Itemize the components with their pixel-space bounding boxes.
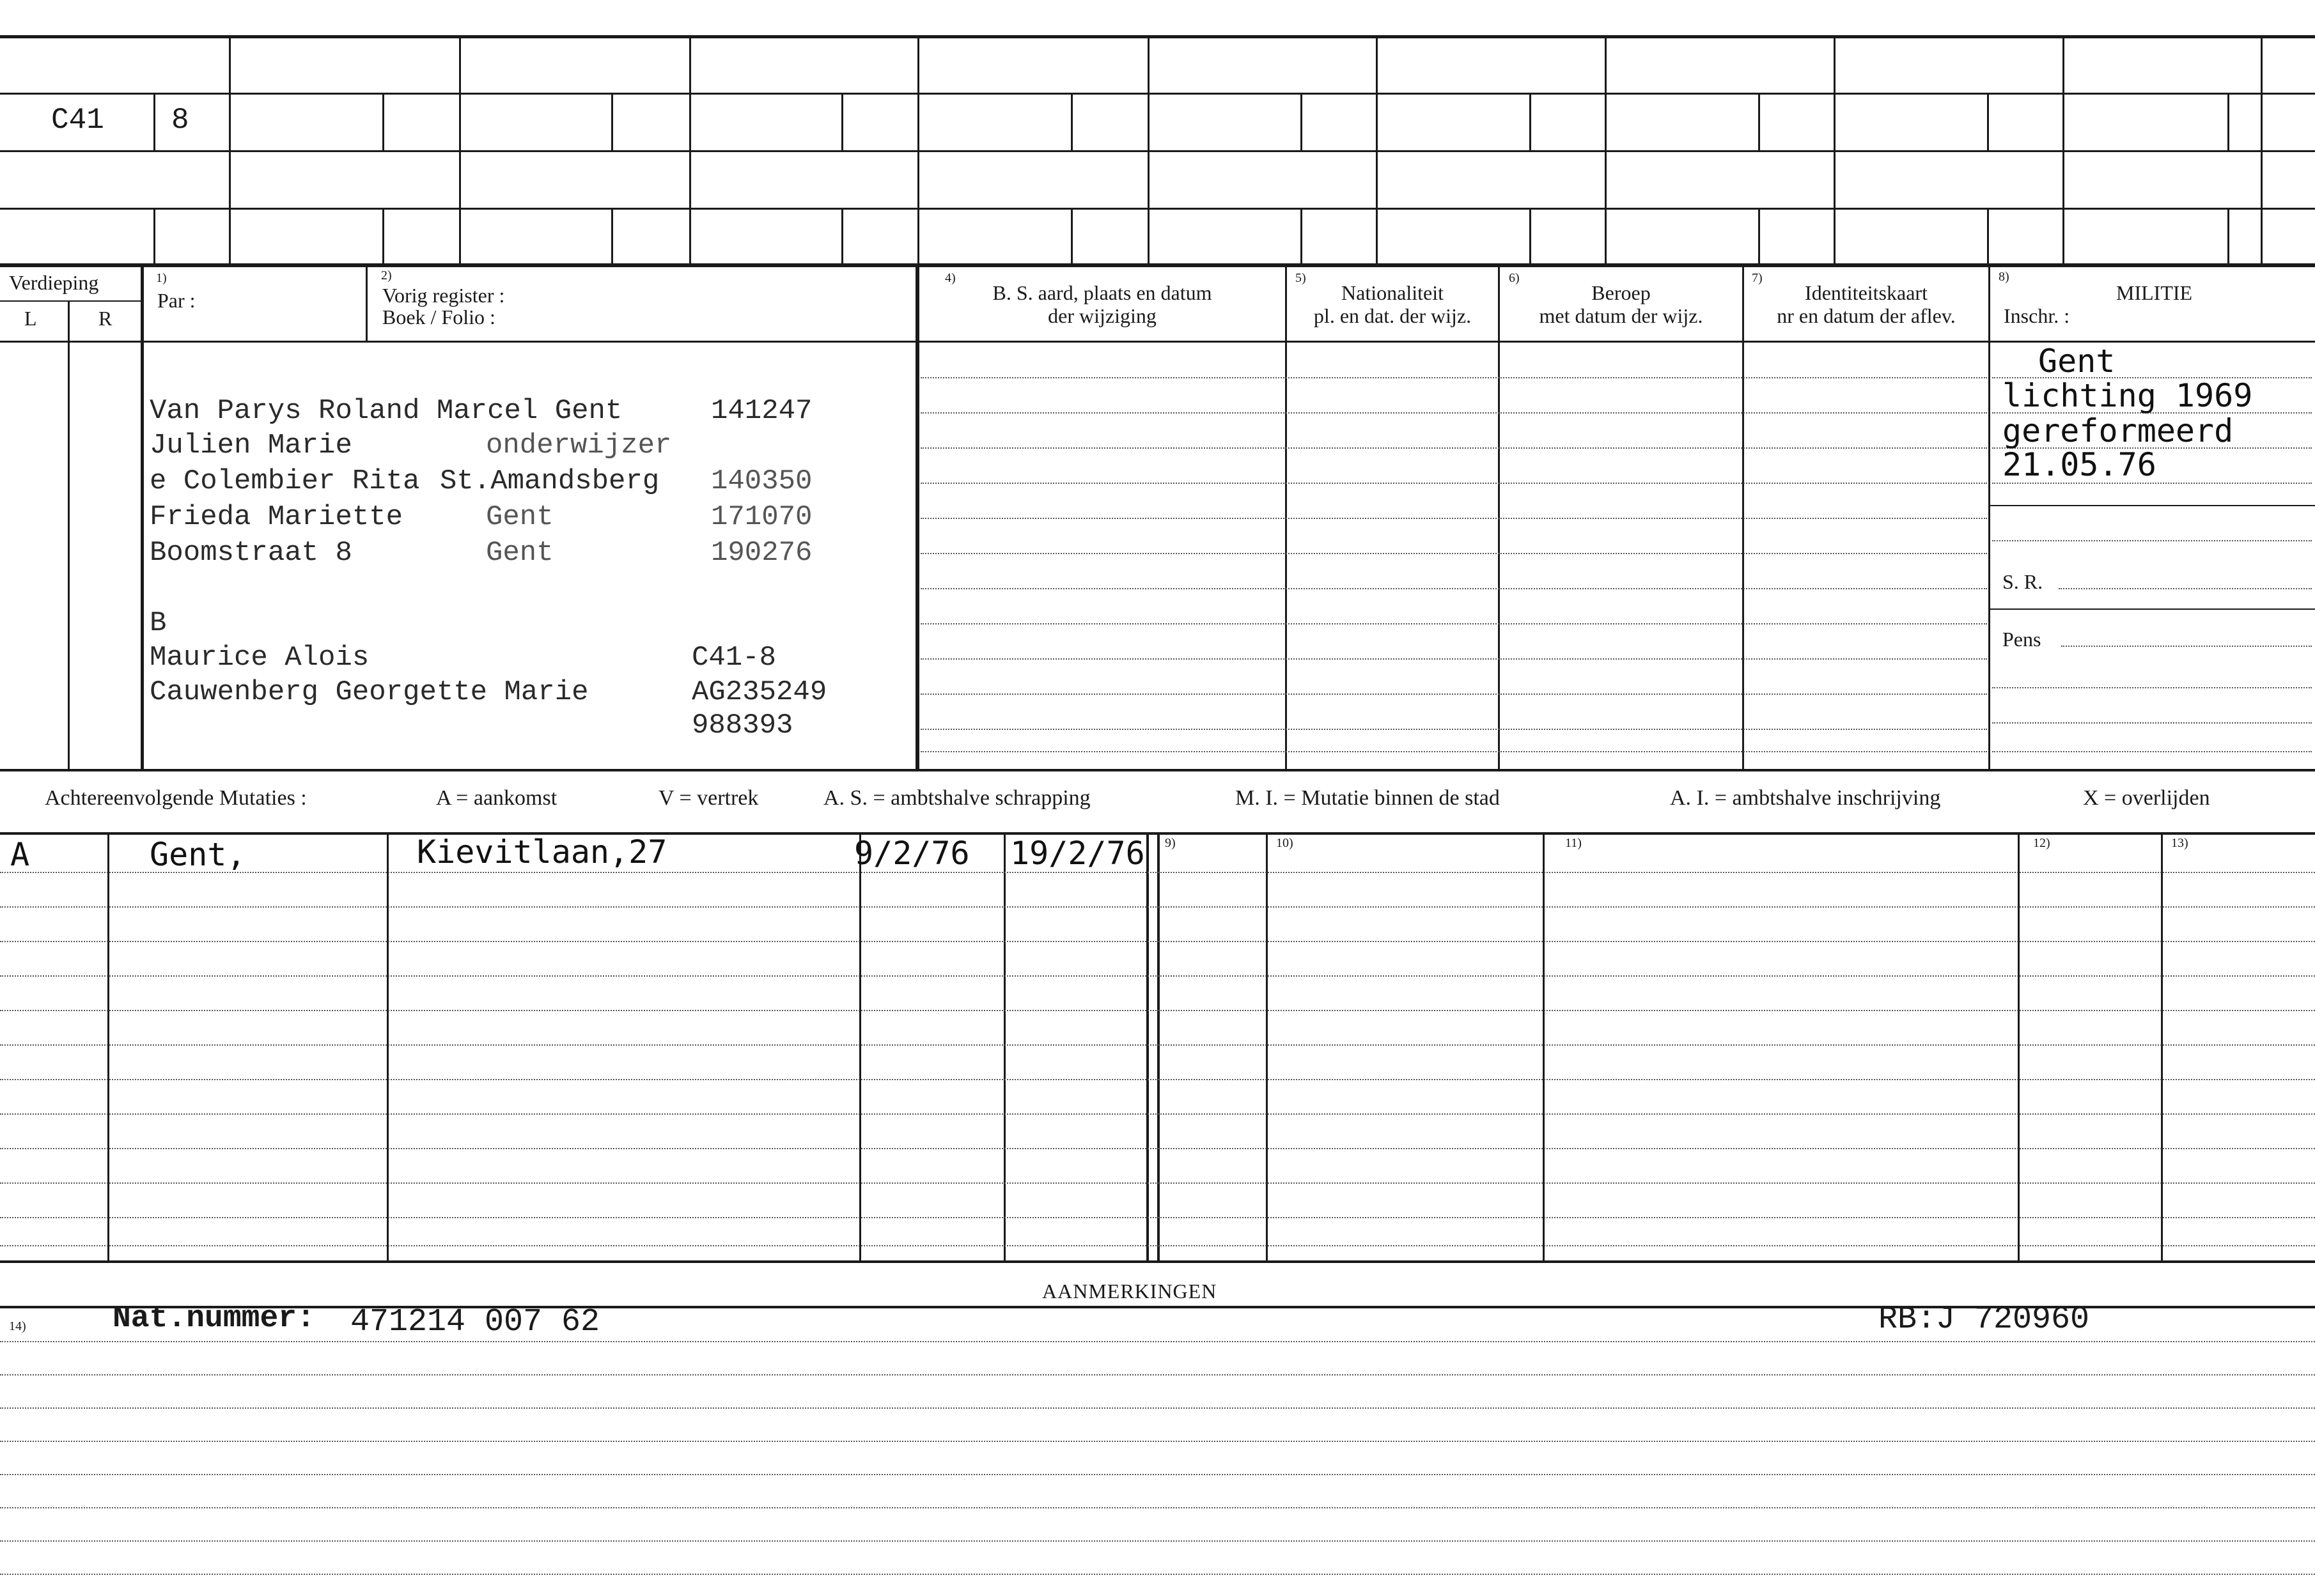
militie-lichting: lichting 1969 (2002, 377, 2253, 414)
grid-tick (1529, 95, 1531, 150)
grid-tick (1987, 95, 1989, 150)
person-number: 190276 (711, 537, 813, 569)
house-number: 8 (171, 104, 189, 137)
remarks-line (0, 1574, 2315, 1575)
grid-tick (382, 95, 384, 150)
col-number-2: 2) (381, 268, 392, 283)
col-number-4: 4) (945, 271, 956, 285)
remarks-line (0, 1441, 2315, 1442)
mutation-col-line (1146, 835, 1149, 1260)
legend-v: V = vertrek (659, 786, 759, 810)
mutation-row-line (0, 872, 2315, 873)
grid-tick (1987, 210, 1989, 263)
person-code: 988393 (692, 709, 793, 741)
grid-line (1605, 38, 1607, 263)
beroep-sublabel: met datum der wijz. (1539, 304, 1703, 327)
grid-tick (611, 210, 613, 263)
block-code: C41 (51, 104, 104, 137)
grid-tick (1758, 210, 1760, 263)
grid-line (1376, 38, 1378, 263)
person-line: Boomstraat 8 (150, 537, 352, 569)
mutations-bottom-border (0, 1260, 2315, 1263)
dotted-row (2059, 588, 2312, 589)
militie-divider (1990, 505, 2315, 506)
par-label: Par : (157, 289, 196, 312)
dotted-row (921, 447, 1987, 449)
mutation-row-line (0, 941, 2315, 942)
dotted-row (921, 377, 1987, 378)
nationaliteit-sublabel: pl. en dat. der wijz. (1313, 304, 1472, 327)
mutation-row-line (0, 975, 2315, 977)
dotted-row (921, 483, 1987, 484)
mutation-col-line (859, 835, 861, 1260)
person-number: 141247 (711, 395, 813, 427)
grid-tick (1529, 210, 1531, 263)
person-line: e Colembier Rita (150, 465, 420, 497)
rb-number: RB:J 720960 (1878, 1301, 2090, 1338)
mutation-col-number: 11) (1565, 836, 1582, 850)
grid-tick (153, 210, 155, 263)
mutation-row-line (0, 1182, 2315, 1184)
identiteitskaart-label: Identiteitskaart (1805, 281, 1928, 304)
mutation-col-line (1266, 835, 1268, 1260)
nationaliteit-label: Nationaliteit (1341, 281, 1444, 304)
mutation-row-line (0, 1148, 2315, 1149)
mutation-col-number: 13) (2171, 836, 2188, 850)
grid-line (459, 38, 461, 263)
col-number-6: 6) (1509, 271, 1520, 285)
lr-divider (68, 300, 70, 770)
grid-line (0, 208, 2315, 210)
top-border (0, 35, 2315, 38)
dotted-row (2061, 646, 2312, 647)
person-place: St.Amandsberg (440, 465, 660, 497)
section-border (0, 263, 2315, 267)
dotted-row (921, 729, 1987, 730)
inschr-label: Inschr. : (2004, 304, 2070, 327)
mutation-row-line (0, 1010, 2315, 1011)
militie-city: Gent (2038, 343, 2116, 380)
person-line: Maurice Alois (150, 642, 370, 674)
nat-number-value: 471214 007 62 (350, 1304, 600, 1340)
col-number-8: 8) (1999, 270, 2009, 284)
mutations-title: Achtereenvolgende Mutaties : (45, 786, 307, 810)
dotted-row (921, 693, 1987, 695)
grid-line (689, 38, 691, 263)
mutation-row-line (0, 1245, 2315, 1246)
dotted-row (921, 412, 1987, 414)
grid-line (1834, 38, 1836, 263)
bs-label: B. S. aard, plaats en datum (992, 281, 1212, 304)
mutation-col-line (2018, 835, 2020, 1260)
legend-as: A. S. = ambtshalve schrapping (823, 786, 1091, 810)
person-code: AG235249 (692, 676, 827, 708)
sr-label: S. R. (2002, 570, 2043, 593)
mutation-row-line (0, 1079, 2315, 1080)
mutation-date: 9/2/76 (854, 835, 970, 872)
grid-tick (2227, 210, 2229, 263)
legend-ai: A. I. = ambtshalve inschrijving (1670, 786, 1941, 810)
right-label: R (98, 307, 113, 330)
grid-tick (1071, 210, 1073, 263)
grid-line (0, 150, 2315, 152)
dotted-row (921, 751, 1987, 752)
verdieping-divider (0, 300, 141, 302)
dotted-row (921, 658, 1987, 660)
mutation-city: Gent, (150, 836, 246, 873)
mutation-col-line (107, 835, 109, 1260)
person-line: Cauwenberg Georgette Marie (150, 676, 589, 708)
grid-line (1148, 38, 1150, 263)
mutation-type: A (10, 836, 30, 873)
bs-sublabel: der wijziging (1048, 304, 1157, 327)
militie-status: gereformeerd (2002, 412, 2234, 449)
col-line (1988, 267, 1990, 770)
remarks-line (0, 1540, 2315, 1542)
grid-tick (1758, 95, 1760, 150)
dotted-row (921, 588, 1987, 589)
mutation-row-line (0, 1113, 2315, 1115)
grid-line (917, 38, 919, 263)
person-number: 171070 (711, 501, 813, 533)
dotted-row (921, 553, 1987, 554)
remarks-number: 14) (9, 1319, 26, 1333)
grid-tick (611, 95, 613, 150)
remarks-line (0, 1407, 2315, 1409)
nat-number-label: Nat.nummer: (113, 1301, 315, 1336)
grid-tick (1300, 95, 1302, 150)
mutation-col-number: 12) (2033, 836, 2050, 850)
section-letter: B (150, 607, 167, 639)
dotted-row (1992, 540, 2312, 541)
boek-folio-label: Boek / Folio : (382, 306, 495, 329)
grid-tick (1071, 95, 1073, 150)
col-number-1: 1) (156, 271, 167, 285)
person-number: 140350 (711, 465, 813, 497)
dotted-row (921, 518, 1987, 519)
mutation-col-number: 9) (1165, 836, 1176, 850)
person-place: Gent (486, 537, 554, 569)
header-bottom-line (0, 341, 2315, 343)
col-number-5: 5) (1295, 271, 1306, 285)
mutation-street: Kievitlaan,27 (417, 833, 667, 871)
remarks-line (0, 1341, 2315, 1342)
col-number-7: 7) (1752, 271, 1763, 285)
remarks-line (0, 1474, 2315, 1475)
identiteitskaart-sublabel: nr en datum der aflev. (1777, 304, 1956, 327)
grid-tick (2227, 95, 2229, 150)
mutation-col-line (1157, 835, 1160, 1260)
vorig-register-label: Vorig register : (382, 284, 505, 307)
mutation-col-number: 10) (1276, 836, 1293, 850)
col-line (141, 267, 144, 770)
dotted-row (1992, 722, 2312, 724)
section-border (0, 769, 2315, 771)
legend-a: A = aankomst (436, 786, 557, 810)
mutation-row-line (0, 1217, 2315, 1218)
mutation-col-line (1543, 835, 1545, 1260)
mutation-col-line (2161, 835, 2163, 1260)
mutation-row-line (0, 906, 2315, 908)
mutation-col-line (1004, 835, 1006, 1260)
militie-divider (1990, 608, 2315, 610)
dotted-row (921, 623, 1987, 624)
col-line (916, 267, 919, 770)
grid-tick (382, 210, 384, 263)
mutation-col-line (387, 835, 389, 1260)
remarks-line (0, 1507, 2315, 1508)
grid-line (2261, 38, 2263, 263)
col-line (366, 267, 368, 341)
grid-line (229, 38, 231, 263)
mutation-row-line (0, 1044, 2315, 1046)
person-code: C41-8 (692, 642, 777, 674)
grid-tick (841, 95, 843, 150)
beroep-label: Beroep (1591, 281, 1651, 304)
person-occupation: onderwijzer (486, 430, 672, 461)
person-line: Van Parys Roland Marcel Gent (150, 395, 623, 427)
grid-tick (841, 210, 843, 263)
legend-mi: M. I. = Mutatie binnen de stad (1235, 786, 1500, 810)
remarks-line (0, 1374, 2315, 1375)
verdieping-label: Verdieping (9, 271, 99, 294)
militie-date: 21.05.76 (2002, 446, 2156, 483)
legend-x: X = overlijden (2083, 786, 2210, 810)
person-line: Julien Marie (150, 430, 352, 461)
grid-tick (1300, 210, 1302, 263)
person-place: Gent (486, 501, 554, 533)
dotted-row (1992, 687, 2312, 688)
mutation-date: 19/2/76 (1010, 835, 1145, 872)
grid-line (0, 93, 2315, 95)
dotted-row (1992, 751, 2312, 752)
grid-line (2062, 38, 2064, 263)
person-line: Frieda Mariette (150, 501, 403, 533)
left-label: L (24, 307, 37, 330)
grid-tick (153, 95, 155, 150)
pens-label: Pens (2002, 628, 2041, 651)
remarks-title: AANMERKINGEN (1042, 1280, 1217, 1303)
militie-label: MILITIE (2116, 281, 2193, 304)
